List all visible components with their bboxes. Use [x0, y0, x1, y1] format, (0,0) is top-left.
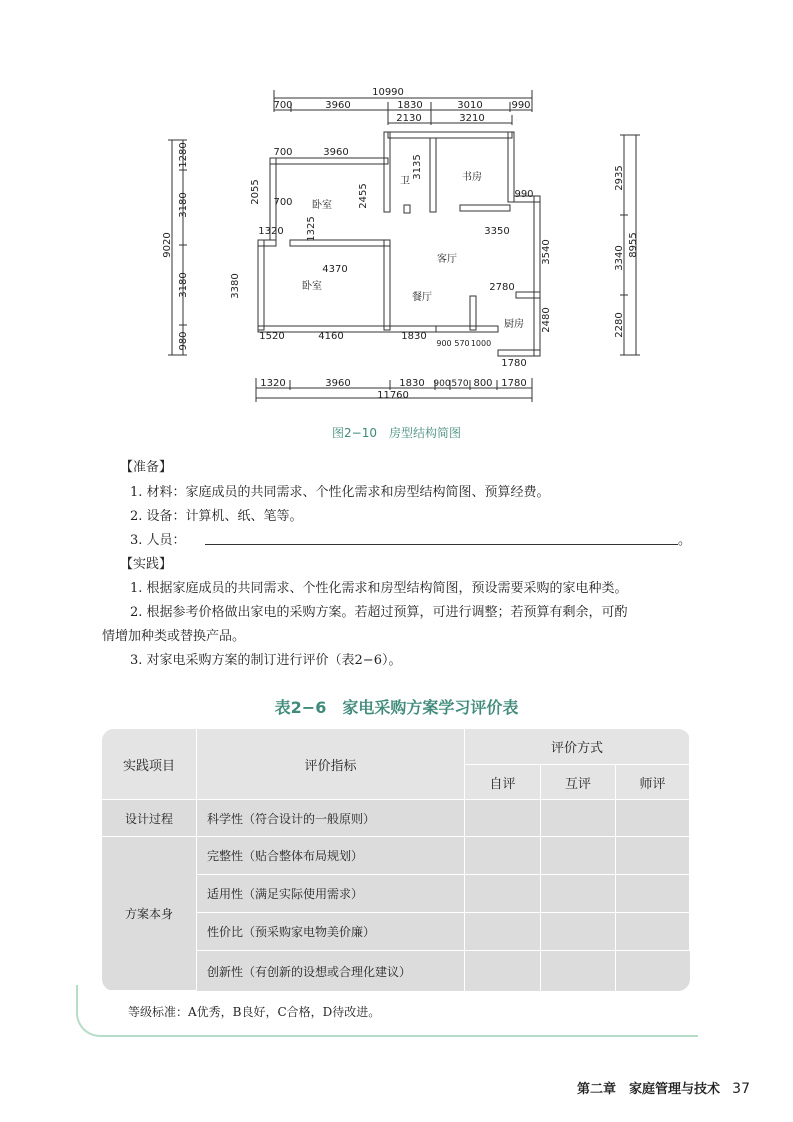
- header-method: 评价方式: [465, 729, 690, 765]
- svg-text:700: 700: [273, 147, 293, 158]
- page-footer: [577, 1078, 750, 1097]
- svg-text:800: 800: [473, 378, 493, 389]
- prep-item-1: 1. 材料：家庭成员的共同需求、个性化需求和房型结构简图、预算经费。: [130, 485, 550, 500]
- svg-text:3350: 3350: [484, 226, 510, 237]
- svg-text:2935: 2935: [614, 165, 625, 191]
- svg-text:3180: 3180: [178, 192, 189, 218]
- svg-text:2130: 2130: [396, 113, 422, 124]
- svg-text:3135: 3135: [412, 154, 423, 180]
- svg-text:3340: 3340: [614, 245, 625, 271]
- svg-text:700: 700: [273, 197, 293, 208]
- header-teacher: 师评: [616, 765, 690, 800]
- svg-text:3960: 3960: [325, 100, 351, 111]
- room-living: 客厅: [437, 254, 457, 265]
- svg-text:990: 990: [511, 100, 531, 111]
- svg-text:11760: 11760: [377, 390, 409, 401]
- svg-text:2055: 2055: [250, 179, 261, 205]
- svg-text:1780: 1780: [501, 358, 527, 369]
- indicator-completeness: 完整性（贴合整体布局规划）: [197, 837, 465, 875]
- practice-item-2a: 2. 根据参考价格做出家电的采购方案。若超过预算，可进行调整；若预算有剩余，可酌: [130, 605, 628, 620]
- room-dining: 餐厅: [412, 292, 432, 303]
- cell-peer[interactable]: [541, 875, 616, 913]
- practice-item-1: 1. 根据家庭成员的共同需求、个性化需求和房型结构简图，预设需要采购的家电种类。: [130, 581, 628, 596]
- top-total: 10990: [372, 87, 404, 98]
- room-bathroom: 卫: [400, 176, 410, 187]
- blank-line-end: 。: [678, 533, 692, 548]
- svg-text:3010: 3010: [457, 100, 483, 111]
- grade-note: 等级标准：A优秀，B良好，C合格，D待改进。: [128, 1005, 381, 1019]
- svg-text:570: 570: [451, 379, 469, 389]
- svg-text:900: 900: [436, 339, 452, 348]
- svg-text:1780: 1780: [501, 378, 527, 389]
- svg-text:3960: 3960: [325, 378, 351, 389]
- cell-peer[interactable]: [541, 837, 616, 875]
- floor-plan-diagram: [0, 0, 793, 420]
- cell-self[interactable]: [465, 875, 541, 913]
- chapter-title: 第二章 家庭管理与技术: [577, 1082, 721, 1097]
- indicator-scientific: 科学性（符合设计的一般原则）: [197, 800, 465, 837]
- svg-text:9020: 9020: [162, 232, 173, 258]
- room-bedroom-1: 卧室: [312, 200, 332, 211]
- room-bedroom-2: 卧室: [302, 281, 322, 292]
- svg-text:1830: 1830: [401, 331, 427, 342]
- header-self: 自评: [465, 765, 541, 800]
- svg-text:900: 900: [433, 379, 451, 389]
- cell-peer[interactable]: [541, 913, 616, 951]
- svg-text:2480: 2480: [541, 307, 552, 333]
- cell-peer[interactable]: [541, 800, 616, 837]
- cell-teacher[interactable]: [616, 913, 690, 951]
- svg-text:3380: 3380: [230, 273, 241, 299]
- svg-text:4370: 4370: [322, 264, 348, 275]
- blank-line: [205, 544, 678, 545]
- prep-heading: 【准备】: [120, 460, 173, 475]
- svg-text:1520: 1520: [259, 331, 285, 342]
- cell-self[interactable]: [465, 800, 541, 837]
- svg-text:1830: 1830: [397, 100, 423, 111]
- cell-self[interactable]: [465, 913, 541, 951]
- svg-text:1320: 1320: [260, 378, 286, 389]
- svg-text:3210: 3210: [459, 113, 485, 124]
- room-kitchen: 厨房: [504, 319, 524, 330]
- header-peer: 互评: [541, 765, 616, 800]
- svg-text:700: 700: [273, 100, 293, 111]
- figure-caption: 图2−10 房型结构简图: [332, 426, 461, 440]
- svg-text:1280: 1280: [178, 142, 189, 168]
- header-indicator: 评价指标: [197, 729, 465, 800]
- evaluation-table: [102, 729, 690, 991]
- svg-text:1325: 1325: [306, 216, 317, 242]
- row-design-process: 设计过程: [102, 800, 197, 837]
- cell-self[interactable]: [465, 837, 541, 875]
- svg-text:570: 570: [454, 339, 470, 348]
- svg-text:1830: 1830: [399, 378, 425, 389]
- row-plan-itself: 方案本身: [102, 837, 197, 991]
- svg-text:8955: 8955: [628, 232, 639, 258]
- cell-teacher[interactable]: [616, 800, 690, 837]
- svg-text:3180: 3180: [178, 272, 189, 298]
- svg-text:3540: 3540: [541, 239, 552, 265]
- table-title: 表2−6 家电采购方案学习评价表: [274, 698, 519, 717]
- cell-teacher[interactable]: [616, 837, 690, 875]
- indicator-applicability: 适用性（满足实际使用需求）: [197, 875, 465, 913]
- svg-text:2455: 2455: [358, 183, 369, 209]
- svg-text:2280: 2280: [614, 312, 625, 338]
- svg-text:990: 990: [514, 189, 534, 200]
- svg-text:1320: 1320: [258, 226, 284, 237]
- indicator-value: 性价比（预采购家电物美价廉）: [197, 913, 465, 951]
- prep-item-3: 3. 人员：: [130, 533, 186, 548]
- cell-teacher[interactable]: [616, 875, 690, 913]
- svg-text:1000: 1000: [470, 339, 492, 348]
- room-study: 书房: [462, 172, 482, 183]
- practice-item-2b: 情增加种类或替换产品。: [102, 629, 246, 644]
- prep-item-2: 2. 设备：计算机、纸、笔等。: [130, 509, 303, 524]
- svg-text:2780: 2780: [489, 282, 515, 293]
- practice-heading: 【实践】: [120, 557, 173, 572]
- svg-text:980: 980: [178, 331, 189, 351]
- indicator-innovation: 创新性（有创新的设想或合理化建议）: [197, 951, 465, 991]
- practice-item-3: 3. 对家电采购方案的制订进行评价（表2−6）。: [130, 653, 402, 668]
- svg-text:3960: 3960: [323, 147, 349, 158]
- svg-text:4160: 4160: [318, 331, 344, 342]
- page-number: 37: [732, 1081, 750, 1097]
- header-project: 实践项目: [102, 729, 197, 800]
